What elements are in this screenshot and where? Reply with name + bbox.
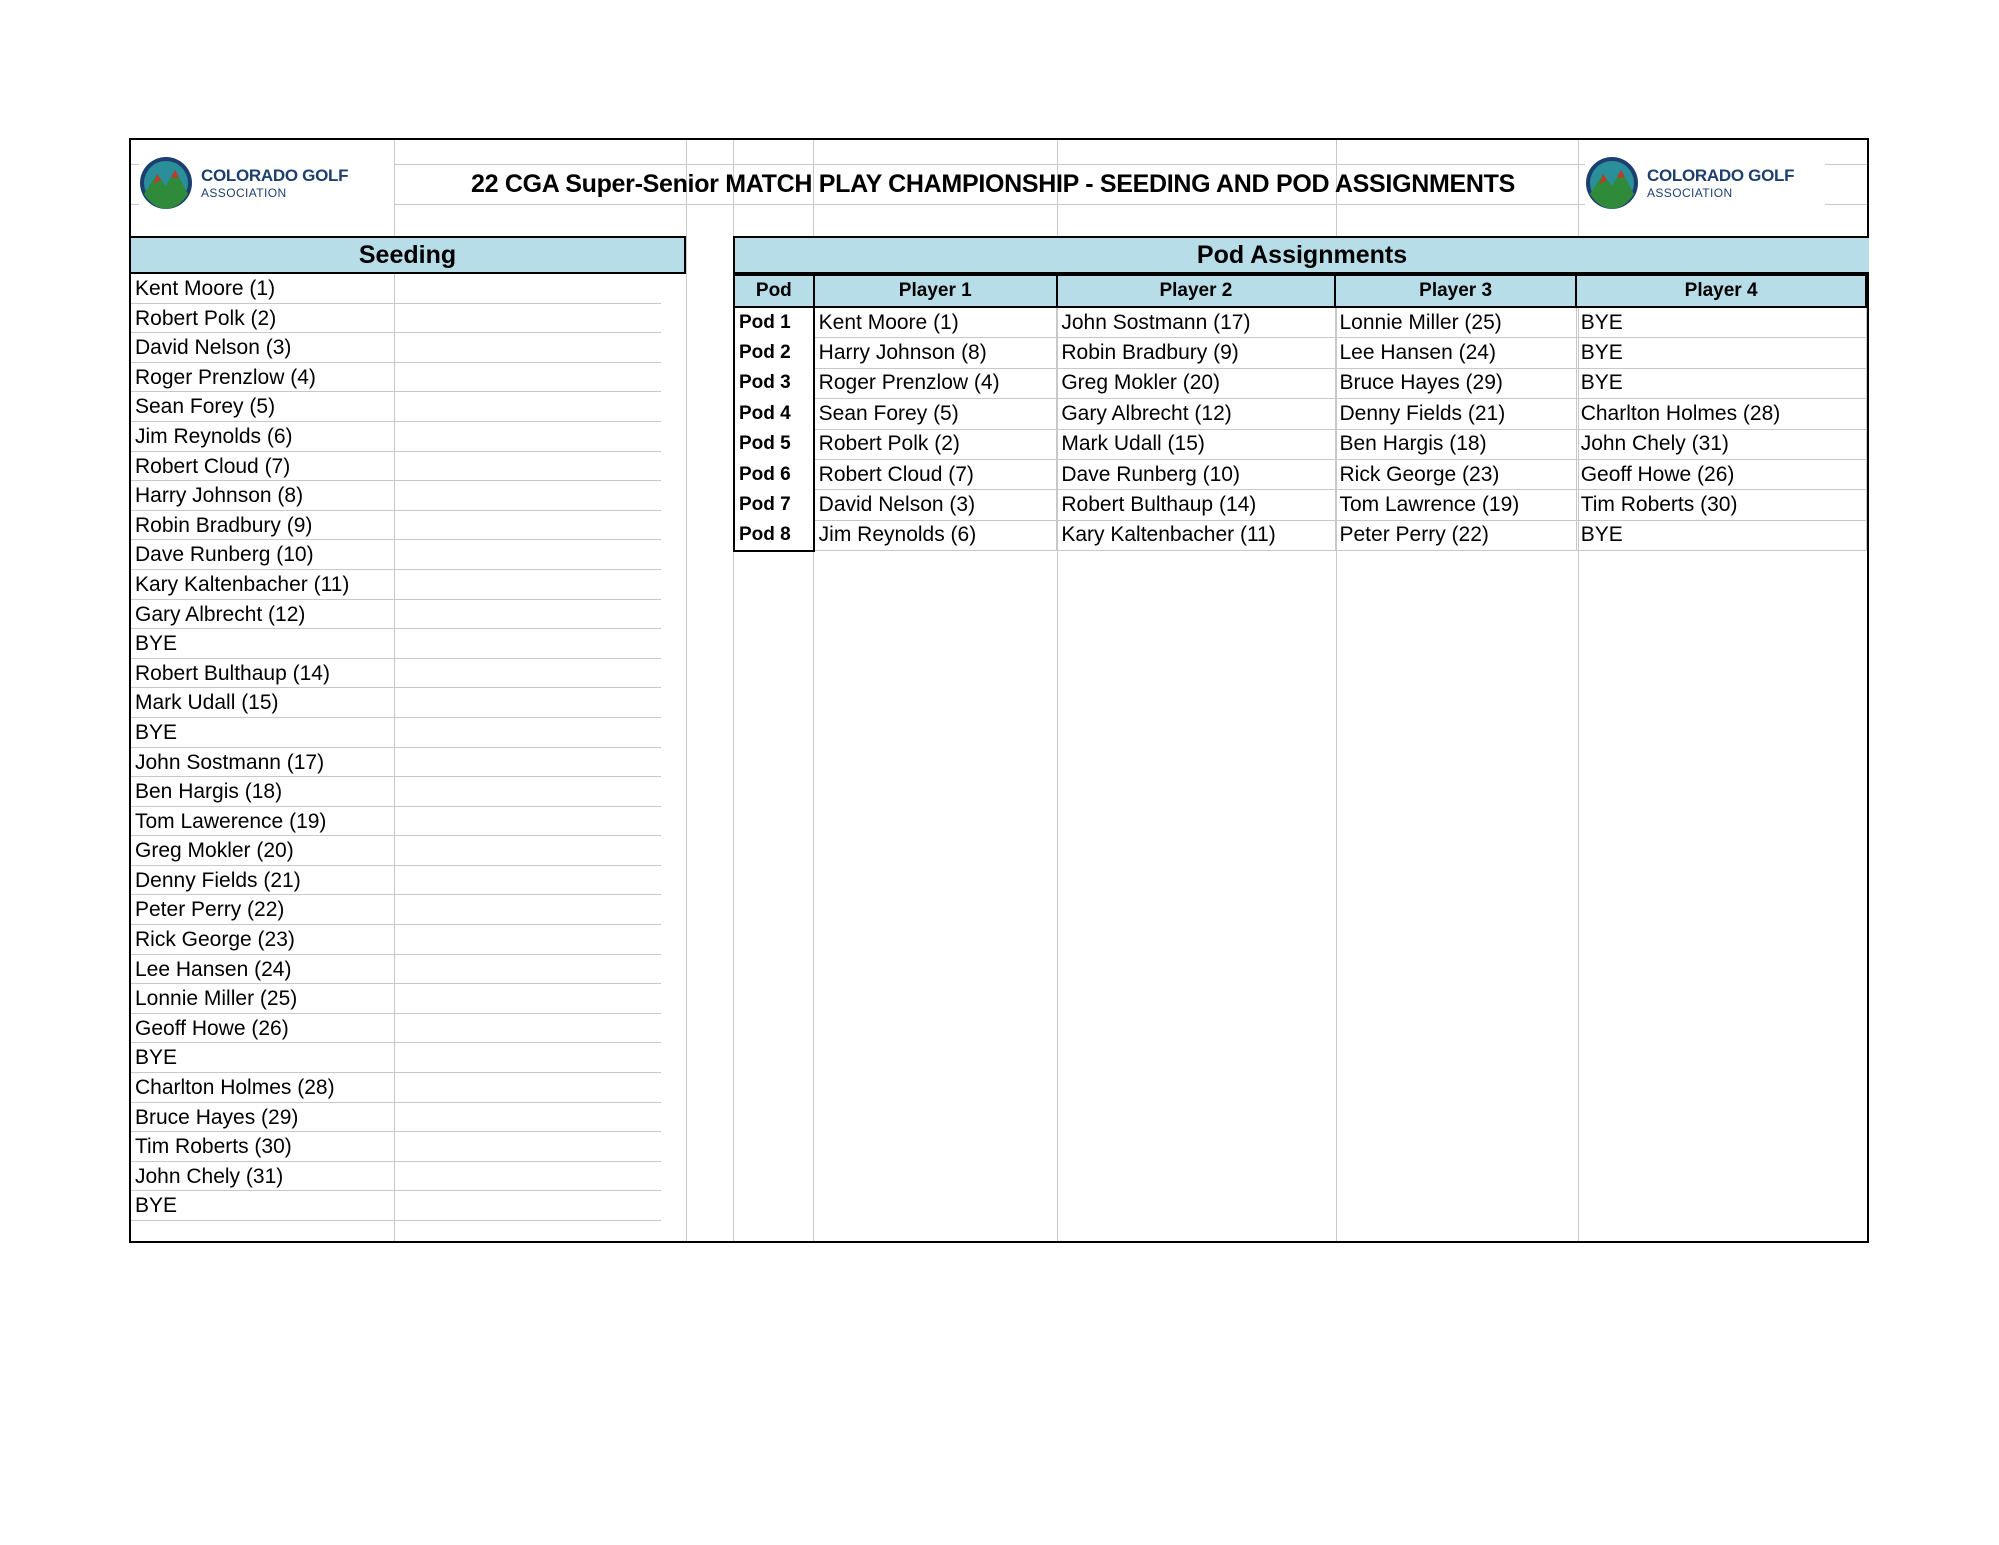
seed-row: Bruce Hayes (29): [131, 1103, 661, 1133]
spreadsheet-sheet: [129, 138, 1869, 1243]
player-cell: Gary Albrecht (12): [1057, 399, 1335, 429]
seeding-list: [131, 274, 661, 1221]
pod-row: [734, 429, 1866, 459]
player-cell: BYE: [1576, 520, 1866, 550]
pod-label: Pod 2: [734, 338, 814, 368]
player-cell: BYE: [1576, 338, 1866, 368]
player-cell: Sean Forey (5): [814, 399, 1057, 429]
seed-row: Dave Runberg (10): [131, 540, 661, 570]
pod-table-header-row: [734, 275, 1866, 307]
seed-row: Geoff Howe (26): [131, 1014, 661, 1044]
player-cell: Robert Polk (2): [814, 429, 1057, 459]
player-cell: Robert Bulthaup (14): [1057, 490, 1335, 520]
seed-row: BYE: [131, 1043, 661, 1073]
player-cell: Jim Reynolds (6): [814, 520, 1057, 550]
cga-logo-right: [1585, 148, 1825, 218]
player-cell: BYE: [1576, 368, 1866, 398]
pod-label: Pod 7: [734, 490, 814, 520]
pod-label: Pod 6: [734, 459, 814, 489]
player-cell: Robin Bradbury (9): [1057, 338, 1335, 368]
column-header: Player 3: [1335, 275, 1576, 307]
player-cell: Greg Mokler (20): [1057, 368, 1335, 398]
seed-row: Mark Udall (15): [131, 688, 661, 718]
seed-row: John Sostmann (17): [131, 748, 661, 778]
player-cell: Mark Udall (15): [1057, 429, 1335, 459]
pod-row: [734, 520, 1866, 550]
pod-row: [734, 490, 1866, 520]
player-cell: Lonnie Miller (25): [1335, 307, 1576, 338]
logo-title: COLORADO GOLF: [201, 166, 349, 185]
pod-row: [734, 338, 1866, 368]
column-header: Player 1: [814, 275, 1057, 307]
seed-row: BYE: [131, 1191, 661, 1221]
seed-row: Denny Fields (21): [131, 866, 661, 896]
seed-row: Lee Hansen (24): [131, 955, 661, 985]
player-cell: Denny Fields (21): [1335, 399, 1576, 429]
column-header: Player 4: [1576, 275, 1866, 307]
player-cell: Peter Perry (22): [1335, 520, 1576, 550]
seed-row: Gary Albrecht (12): [131, 600, 661, 630]
player-cell: Geoff Howe (26): [1576, 459, 1866, 489]
seed-row: Roger Prenzlow (4): [131, 363, 661, 393]
player-cell: John Chely (31): [1576, 429, 1866, 459]
page-title: 22 CGA Super-Senior MATCH PLAY CHAMPIONSHIP - SEEDING AND POD ASSIGNMENTS: [471, 170, 1515, 198]
player-cell: BYE: [1576, 307, 1866, 338]
pod-row: [734, 307, 1866, 338]
pod-label: Pod 5: [734, 429, 814, 459]
player-cell: Lee Hansen (24): [1335, 338, 1576, 368]
seed-row: BYE: [131, 629, 661, 659]
seed-row: Robert Cloud (7): [131, 452, 661, 482]
seed-row: Robert Polk (2): [131, 304, 661, 334]
pod-row: [734, 368, 1866, 398]
player-cell: Tim Roberts (30): [1576, 490, 1866, 520]
seed-row: Lonnie Miller (25): [131, 984, 661, 1014]
logo-subtitle: ASSOCIATION: [1647, 186, 1733, 200]
cga-logo-left: [139, 148, 394, 218]
player-cell: Harry Johnson (8): [814, 338, 1057, 368]
seed-row: Greg Mokler (20): [131, 836, 661, 866]
seed-row: Tim Roberts (30): [131, 1132, 661, 1162]
player-cell: Robert Cloud (7): [814, 459, 1057, 489]
player-cell: Dave Runberg (10): [1057, 459, 1335, 489]
cga-mountain-icon: [139, 154, 193, 212]
seed-row: Tom Lawerence (19): [131, 807, 661, 837]
player-cell: John Sostmann (17): [1057, 307, 1335, 338]
player-cell: Kary Kaltenbacher (11): [1057, 520, 1335, 550]
pod-row: [734, 399, 1866, 429]
column-header: Pod: [734, 275, 814, 307]
player-cell: Kent Moore (1): [814, 307, 1057, 338]
seed-row: Sean Forey (5): [131, 392, 661, 422]
player-cell: Ben Hargis (18): [1335, 429, 1576, 459]
seed-row: Peter Perry (22): [131, 895, 661, 925]
cga-mountain-icon: [1585, 154, 1639, 212]
seed-row: John Chely (31): [131, 1162, 661, 1192]
pod-assignments-header: Pod Assignments: [733, 236, 1869, 274]
pod-row: [734, 459, 1866, 489]
seed-row: Charlton Holmes (28): [131, 1073, 661, 1103]
seed-row: BYE: [131, 718, 661, 748]
player-cell: Charlton Holmes (28): [1576, 399, 1866, 429]
seed-row: Rick George (23): [131, 925, 661, 955]
pod-label: Pod 4: [734, 399, 814, 429]
seed-row: Kent Moore (1): [131, 274, 661, 304]
grid-line: [686, 140, 687, 1241]
seed-row: Jim Reynolds (6): [131, 422, 661, 452]
pod-label: Pod 8: [734, 520, 814, 550]
seed-row: Kary Kaltenbacher (11): [131, 570, 661, 600]
pod-table: [733, 274, 1867, 552]
seed-row: Robert Bulthaup (14): [131, 659, 661, 689]
seed-row: Ben Hargis (18): [131, 777, 661, 807]
seeding-header: Seeding: [131, 236, 686, 274]
player-cell: David Nelson (3): [814, 490, 1057, 520]
seed-row: Robin Bradbury (9): [131, 511, 661, 541]
player-cell: Roger Prenzlow (4): [814, 368, 1057, 398]
logo-subtitle: ASSOCIATION: [201, 186, 287, 200]
player-cell: Rick George (23): [1335, 459, 1576, 489]
pod-label: Pod 3: [734, 368, 814, 398]
player-cell: Bruce Hayes (29): [1335, 368, 1576, 398]
pod-label: Pod 1: [734, 307, 814, 338]
logo-title: COLORADO GOLF: [1647, 166, 1795, 185]
seed-row: Harry Johnson (8): [131, 481, 661, 511]
player-cell: Tom Lawrence (19): [1335, 490, 1576, 520]
column-header: Player 2: [1057, 275, 1335, 307]
seed-row: David Nelson (3): [131, 333, 661, 363]
